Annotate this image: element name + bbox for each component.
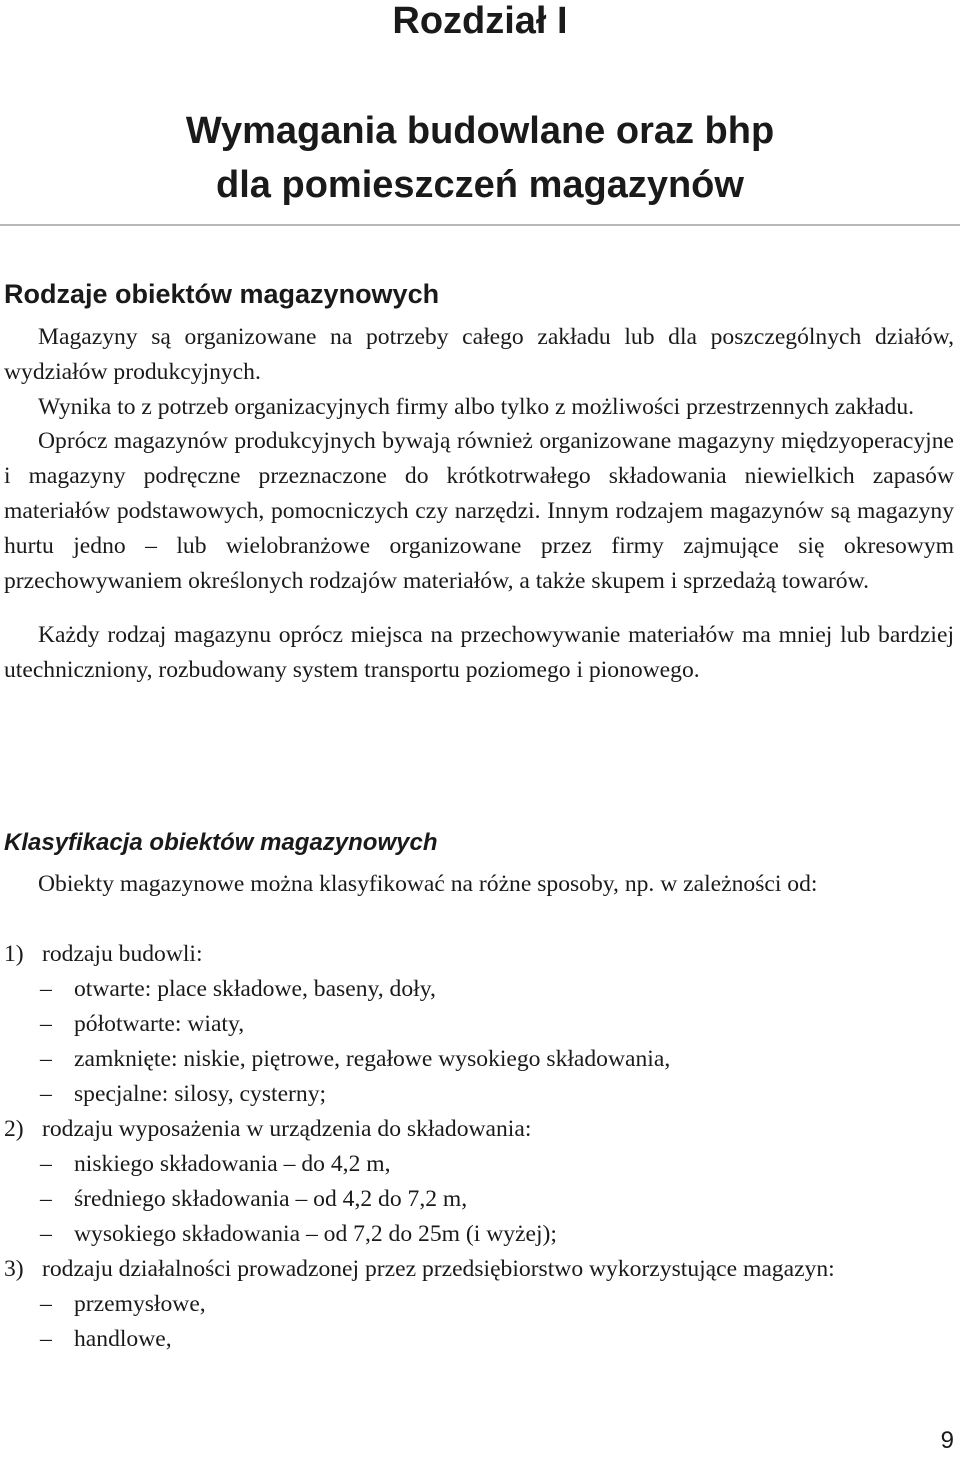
- sub-list-text: niskiego składowania – do 4,2 m,: [74, 1151, 391, 1177]
- sub-list-text: półotwarte: wiaty,: [74, 1011, 245, 1037]
- sub-list-item: [4, 972, 954, 1007]
- paragraph: Oprócz magazynów produkcyjnych bywają również organizowane magazyny międzyoperacyjne i magazyny podręczne przeznaczone do krótkotrwałego składowania niewielkich zapasów materiałów podstawowych, pomocniczych czy narzędzi. Innym rodzajem magazynów są magazyny hurtu jedno – lub wielobranżowe organizowane przez firmy zajmujące się okresowym przechowywaniem określonych rodzajów materiałów, a także skupem i sprzedażą towarów.: [4, 428, 954, 594]
- section-types-body: [4, 320, 954, 688]
- title-line-1: Wymagania budowlane oraz bhp: [185, 110, 775, 152]
- dash-marker: –: [40, 1221, 52, 1247]
- sub-list-text: handlowe,: [74, 1326, 172, 1352]
- title-line-2: dla pomieszczeń magazynów: [216, 164, 744, 206]
- page-title: [0, 104, 960, 212]
- sub-list-item: [4, 1182, 954, 1217]
- paragraph: Każdy rodzaj magazynu oprócz miejsca na przechowywanie materiałów ma mniej lub bardziej utechniczniony, rozbudowany system transportu poziomego i pionowego.: [4, 622, 954, 684]
- classification-intro: [4, 867, 954, 902]
- sub-list-item: [4, 1322, 954, 1357]
- sub-list-text: zamknięte: niskie, piętrowe, regałowe wysokiego składowania,: [74, 1046, 671, 1072]
- sub-list-text: specjalne: silosy, cysterny;: [74, 1081, 327, 1107]
- sub-list-item: [4, 1147, 954, 1182]
- dash-marker: –: [40, 1186, 52, 1212]
- sub-list-text: przemysłowe,: [74, 1291, 206, 1317]
- chapter-heading: Rozdział I: [392, 0, 568, 42]
- paragraph: Wynika to z potrzeb organizacyjnych firmy albo tylko z możliwości przestrzennych zakładu.: [38, 393, 915, 420]
- list-number: 2): [4, 1116, 24, 1142]
- sub-list-item: [4, 1007, 954, 1042]
- list-item: [4, 1252, 954, 1287]
- sub-list-item: [4, 1287, 954, 1322]
- list-number: 1): [4, 941, 24, 967]
- list-item: [4, 1112, 954, 1147]
- sub-list-text: średniego składowania – od 4,2 do 7,2 m,: [74, 1186, 468, 1212]
- paragraph: Magazyny są organizowane na potrzeby całego zakładu lub dla poszczególnych działów, wydziałów produkcyjnych.: [4, 324, 954, 385]
- dash-marker: –: [40, 1081, 52, 1107]
- title-divider: [0, 224, 960, 226]
- page-number: 9: [940, 1427, 954, 1454]
- list-item-text: rodzaju działalności prowadzonej przez przedsiębiorstwo wykorzystujące magazyn:: [42, 1256, 835, 1282]
- list-item: [4, 937, 954, 972]
- sub-list-text: otwarte: place składowe, baseny, doły,: [74, 976, 436, 1002]
- dash-marker: –: [40, 1151, 52, 1177]
- dash-marker: –: [40, 1291, 52, 1317]
- list-number: 3): [4, 1256, 24, 1282]
- section-heading-classification: Klasyfikacja obiektów magazynowych: [4, 829, 438, 856]
- dash-marker: –: [40, 1046, 52, 1072]
- list-item-text: rodzaju budowli:: [42, 941, 203, 967]
- paragraph: Obiekty magazynowe można klasyfikować na różne sposoby, np. w zależności od:: [38, 871, 818, 897]
- section-heading-types: Rodzaje obiektów magazynowych: [4, 279, 440, 309]
- dash-marker: –: [40, 1011, 52, 1037]
- dash-marker: –: [40, 976, 52, 1002]
- classification-list: [4, 937, 954, 1357]
- sub-list-item: [4, 1077, 954, 1112]
- sub-list-item: [4, 1042, 954, 1077]
- sub-list-text: wysokiego składowania – od 7,2 do 25m (i wyżej);: [74, 1221, 557, 1247]
- sub-list-item: [4, 1217, 954, 1252]
- dash-marker: –: [40, 1326, 52, 1352]
- list-item-text: rodzaju wyposażenia w urządzenia do składowania:: [42, 1116, 532, 1142]
